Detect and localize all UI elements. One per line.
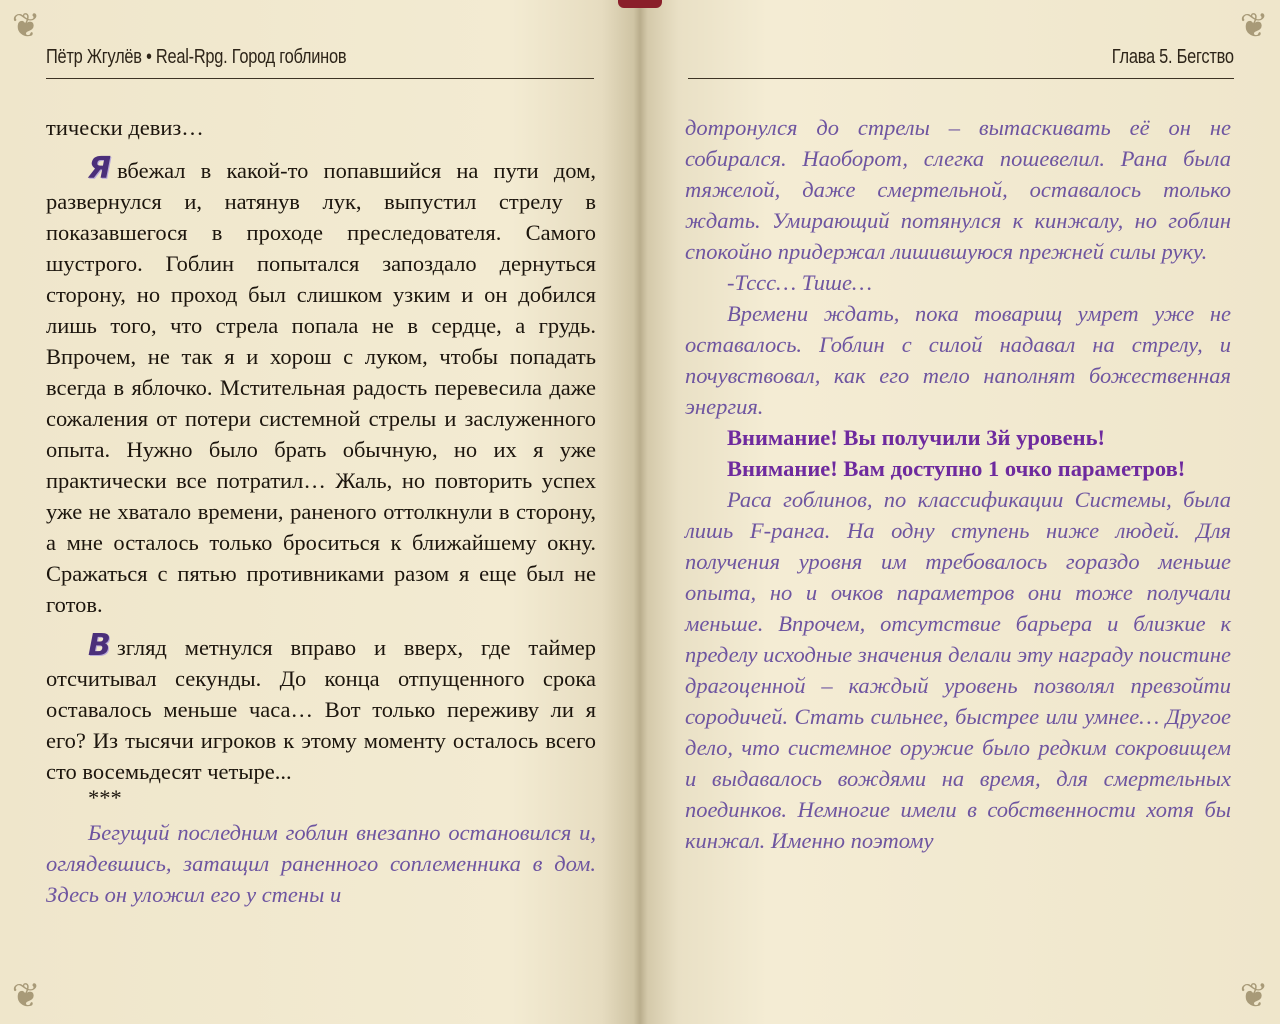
drop-cap: В [88, 628, 111, 663]
scene-break: *** [88, 785, 122, 810]
left-running-header: Пётр Жгулёв • Real-Rpg. Город гоблинов [46, 46, 347, 68]
paragraph-body: вбежал в какой-то попавшийся на пути дом, развернулся и, натянув лук, выпустил стрелу в показавшегося в проходе преследователя. Самого шустрого. Гоблин попытался запоздало дернуться сторону, но проход был слишком узким и он добился лишь того, что стрела попала не в сердце, а грудь. Впрочем, не так я и хорош с луком, чтобы попадать всегда в яблочко. Мстительная радость перевесила даже сожаления от потери системной стрелы и заслуженного опыта. Нужно было брать обычную, но их я уже практически все потратил… Жаль, но повторить успех уже не хватало времени, раненого оттолкнули в сторону, а мне осталось только броситься к ближайшему окну. Сражаться с пятью противниками разом я еще был не готов. [46, 158, 596, 617]
right-running-header: Глава 5. Бегство [1111, 46, 1234, 68]
paragraph: Бегущий последним гоблин внезапно остановился и, оглядевшись, затащил раненного соплеменника в дом. Здесь он уложил его у стены и [46, 820, 596, 907]
system-message: Внимание! Вам доступно 1 очко параметров! [727, 456, 1186, 481]
header-divider [46, 78, 594, 79]
right-page-text [685, 112, 1231, 856]
left-page-text [46, 112, 596, 910]
paragraph: Времени ждать, пока товарищ умрет уже не оставалось. Гоблин с силой надавал на стрелу, и почувствовал, как его тело наполнят божественная энергия. [685, 301, 1231, 419]
paragraph: Раса гоблинов, по классификации Системы, была лишь F-ранга. На одну ступень ниже людей. Для получения уровня им требовалось гораздо меньше опыта, но и очков параметров они тоже получали меньше. Впрочем, отсутствие барьера и близкие к пределу исходные значения делали эту награду поистине драгоценной – каждый уровень позволял превзойти сородичей. Стать сильнее, быстрее или умнее… Другое дело, что системное оружие было редким сокровищем и выдавалось вождями на время, для смертельных поединков. Немногие имели в собственности хотя бы кинжал. Именно поэтому [685, 487, 1231, 853]
system-message: Внимание! Вы получили 3й уровень! [727, 425, 1106, 450]
corner-ornament-icon: ❦ [1239, 976, 1269, 1016]
paragraph [46, 630, 596, 787]
right-page[interactable] [640, 0, 1280, 1024]
corner-ornament-icon: ❦ [1239, 6, 1269, 46]
drop-cap: Я [88, 151, 112, 186]
corner-ornament-icon: ❦ [11, 976, 41, 1016]
paragraph [46, 153, 596, 620]
paragraph: тически девиз… [46, 115, 204, 140]
paragraph: дотронулся до стрелы – вытаскивать её он не собирался. Наоборот, слегка пошевелил. Рана была тяжелой, даже смертельной, оставалось только ждать. Умирающий потянулся к кинжалу, но гоблин спокойно придержал лишившуюся прежней силы руку. [685, 115, 1231, 264]
paragraph: -Тссс… Тише… [727, 270, 872, 295]
paragraph-body: згляд метнулся вправо и вверх, где таймер отсчитывал секунды. До конца отпущенного срока оставалось меньше часа… Вот только переживу ли я его? Из тысячи игроков к этому моменту осталось всего сто восемьдесят четыре... [46, 635, 596, 784]
corner-ornament-icon: ❦ [11, 6, 41, 46]
header-divider [688, 78, 1234, 79]
